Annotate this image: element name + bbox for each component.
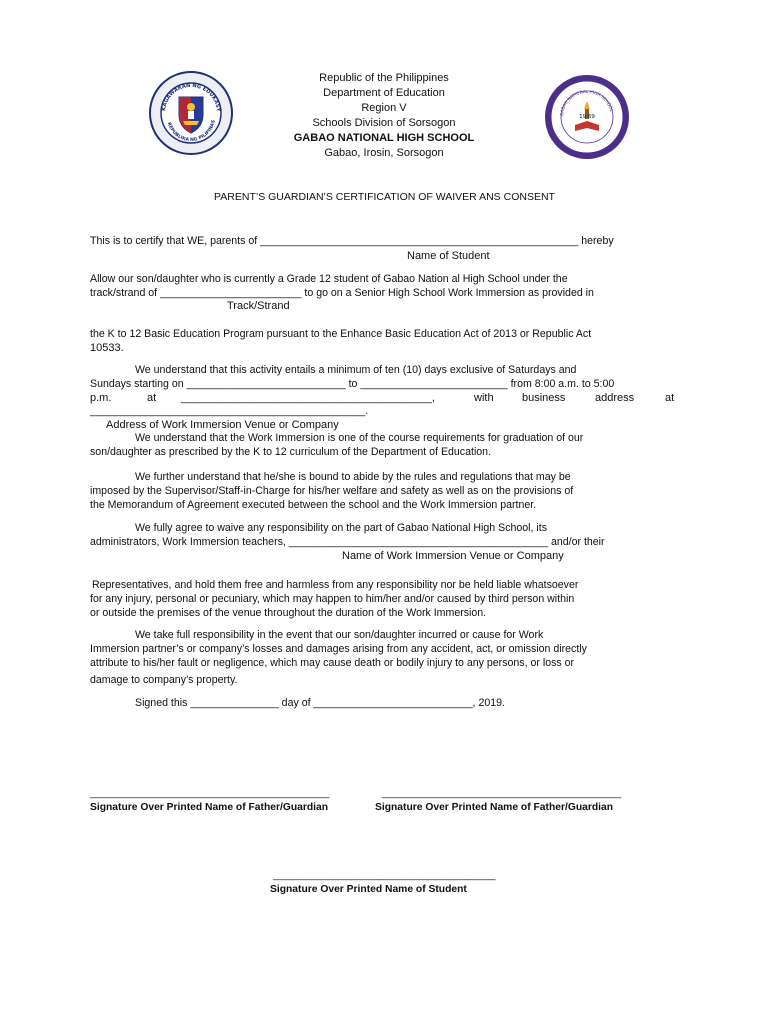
p4-line-3-at: at xyxy=(147,392,157,404)
p9-line-1: We take full responsibility in the event that our son/daughter incurred or cause for Work xyxy=(135,629,544,641)
p3-line-1: the K to 12 Basic Education Program pursuant to the Enhance Basic Education Act of 2013 or Republic Act xyxy=(90,328,592,340)
signed-this-line: Signed this _______________ day of ___________________________, 2019. xyxy=(135,697,505,709)
p7-line-2: administrators, Work Immersion teachers, ____________________________________________ and/or their xyxy=(90,536,605,548)
p6-line-3: the Memorandum of Agreement executed between the school and the Work Immersion partner. xyxy=(90,499,537,511)
p6-line-2: imposed by the Supervisor/Staff-in-Charge for his/her welfare and safety as well as on the provisions of xyxy=(90,485,574,497)
p8-line-3: or outside the premises of the venue throughout the duration of the Work Immersion. xyxy=(90,607,487,619)
father-signature-line-right: ___________________________________________ xyxy=(382,788,622,799)
header-line-2: Department of Education xyxy=(323,87,445,99)
p5-line-2: son/daughter as prescribed by the K to 12 curriculum of the Department of Education. xyxy=(90,446,492,458)
p1-line: This is to certify that WE, parents of ______________________________________________________ hereby xyxy=(90,235,614,247)
venue-company-label: Name of Work Immersion Venue or Company xyxy=(342,550,564,562)
p4-line-3-address: address xyxy=(595,392,635,404)
venue-address-label: Address of Work Immersion Venue or Company xyxy=(106,419,339,431)
p4-line-3-blank: _________________________________________, xyxy=(181,392,435,404)
p4-line-2: Sundays starting on ___________________________ to _________________________ from 8:00 a.m. to 5:00 xyxy=(90,378,615,390)
p9-line-3: attribute to his/her fault or negligence, which may cause death or bodily injury to any persons, or loss or xyxy=(90,657,575,669)
p4-line-3-at-end: at xyxy=(665,392,675,404)
school-seal-year: 19 69 xyxy=(579,114,595,120)
p8-line-1: Representatives, and hold them free and harmless from any responsibility nor be held liable whatsoever xyxy=(92,579,579,591)
p2-line-1: Allow our son/daughter who is currently a Grade 12 student of Gabao Nation al High School under the xyxy=(90,273,568,285)
p4-line-1: We understand that this activity entails a minimum of ten (10) days exclusive of Saturdays and xyxy=(135,364,577,376)
deped-seal-logo xyxy=(149,71,233,155)
header-line-3: Region V xyxy=(361,102,407,114)
name-of-student-label: Name of Student xyxy=(407,250,490,262)
seal-bottom-text: REPUBLIKA NG PILIPINAS xyxy=(165,119,217,144)
father-signature-label-right: Signature Over Printed Name of Father/Guardian xyxy=(375,802,614,813)
p3-line-2: 10533. xyxy=(90,342,124,354)
student-signature-line: ________________________________________ xyxy=(273,870,496,881)
track-strand-label: Track/Strand xyxy=(227,300,290,312)
p4-line-3-business: business xyxy=(522,392,566,404)
school-address: Gabao, Irosin, Sorsogon xyxy=(324,147,444,159)
p9-line-2: Immersion partner’s or company’s losses and damages arising from any accident, act, or omission directly xyxy=(90,643,587,655)
document-title: PARENT’S GUARDIAN’S CERTIFICATION OF WAIVER ANS CONSENT xyxy=(214,191,555,203)
p4-line-3-pm: p.m. xyxy=(90,392,112,404)
school-seal-logo xyxy=(543,73,631,161)
p4-line-3-with: with xyxy=(474,392,494,404)
p7-line-1: We fully agree to waive any responsibility on the part of Gabao National High School, its xyxy=(135,522,548,534)
seal-top-text: KAGAWARAN NG EDUKASY xyxy=(161,82,221,112)
school-name: GABAO NATIONAL HIGH SCHOOL xyxy=(293,132,475,144)
p8-line-2: for any injury, personal or pecuniary, which may happen to him/her and/or caused by third person within xyxy=(90,593,575,605)
student-signature-label: Signature Over Printed Name of Student xyxy=(270,884,467,895)
p4-line-4: _____________________________________________. xyxy=(90,405,369,417)
p6-line-1: We further understand that he/she is bound to abide by the rules and regulations that may be xyxy=(135,471,571,483)
father-signature-label-left: Signature Over Printed Name of Father/Guardian xyxy=(90,802,329,813)
p2-line-2: track/strand of ________________________ to go on a Senior High School Work Immersion as provided in xyxy=(90,287,594,299)
father-signature-line-left: ___________________________________________ xyxy=(90,788,330,799)
header-line-1: Republic of the Philippines xyxy=(319,72,449,84)
p5-line-1: We understand that the Work Immersion is one of the course requirements for graduation of our xyxy=(135,432,584,444)
header-line-4: Schools Division of Sorsogon xyxy=(312,117,456,129)
p9-line-4: damage to company’s property. xyxy=(90,674,238,686)
school-seal-text: GABAO NATIONAL HIGH SCHOOL xyxy=(558,88,615,117)
